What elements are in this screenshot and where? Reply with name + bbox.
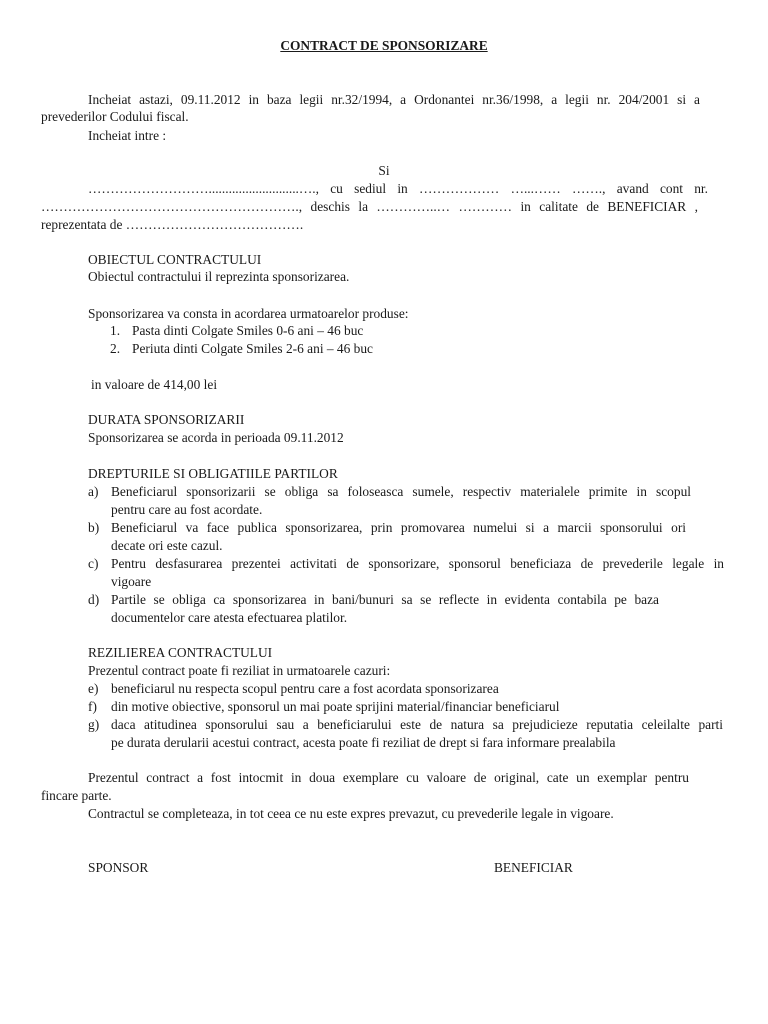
final-line-3: Contractul se completeaza, in tot ceea ce nu este expres prevazut, cu prevederile legale in vigoare.: [88, 806, 614, 821]
list-item-text: Pentru desfasurarea prezentei activitati de sponsorizare, sponsorul beneficiaza de prevederile legale in: [111, 556, 724, 571]
valoare-text: in valoare de 414,00 lei: [91, 377, 218, 392]
intro-line-1: Incheiat astazi, 09.11.2012 in baza legii nr.32/1994, a Ordonantei nr.36/1998, a legii nr. 204/2001 si a: [88, 92, 700, 107]
intro-line-2: prevederilor Codului fiscal.: [41, 109, 189, 124]
list-item-text: Beneficiarul sponsorizarii se obliga sa foloseasca sumele, respectiv materialele primite in scopul: [111, 484, 691, 499]
list-item-text: Beneficiarul va face publica sponsorizarea, prin promovarea numelui si a marcii sponsorului ori: [111, 520, 686, 535]
durata-text: Sponsorizarea se acorda in perioada 09.11.2012: [88, 430, 344, 445]
parties-si: Si: [378, 163, 390, 178]
list-marker: e): [88, 681, 99, 696]
list-item-text: vigoare: [111, 574, 152, 589]
list-marker: d): [88, 592, 100, 607]
list-marker: a): [88, 484, 99, 499]
final-line-1: Prezentul contract a fost intocmit in doua exemplare cu valoare de original, cate un exemplar pentru: [88, 770, 689, 785]
reziliere-heading: REZILIEREA CONTRACTULUI: [88, 645, 273, 660]
parties-line-2: …………………………………………………., deschis la …………..… ………… in calitate de BENEFICIAR ,: [41, 199, 698, 214]
parties-line-3: reprezentata de ………………………………….: [41, 217, 304, 232]
durata-heading: DURATA SPONSORIZARII: [88, 412, 245, 427]
list-item-text: din motive obiective, sponsorul un mai poate sprijini material/financiar beneficiarul: [111, 699, 560, 714]
final-line-2: fincare parte.: [41, 788, 112, 803]
list-item-text: documentelor care atesta efectuarea platilor.: [111, 610, 348, 625]
list-item-text: decate ori este cazul.: [111, 538, 223, 553]
list-marker: g): [88, 717, 100, 732]
list-marker: f): [88, 699, 97, 714]
list-item-text: Partile se obliga ca sponsorizarea in bani/bunuri sa se reflecte in evidenta contabila pe baza: [111, 592, 659, 607]
produse-intro: Sponsorizarea va consta in acordarea urmatoarelor produse:: [88, 306, 409, 321]
signature-sponsor: SPONSOR: [88, 860, 149, 875]
produs-number: 1.: [110, 323, 121, 338]
list-item-text: pe durata derularii acestui contract, acesta poate fi reziliat de drept si fara informare prealabila: [111, 735, 616, 750]
produs-number: 2.: [110, 341, 121, 356]
drepturi-heading: DREPTURILE SI OBLIGATIILE PARTILOR: [88, 466, 338, 481]
list-item-text: daca atitudinea sponsorului sau a beneficiarului este de natura sa prejudicieze reputatia celeilalte parti: [111, 717, 723, 732]
obiect-text: Obiectul contractului il reprezinta sponsorizarea.: [88, 269, 350, 284]
list-item-text: pentru care au fost acordate.: [111, 502, 263, 517]
signature-beneficiar: BENEFICIAR: [494, 860, 573, 875]
parties-line-1: ………………………...........................…., cu sediul in ……………… …...…… ……., avand cont nr.: [88, 181, 708, 196]
list-item-text: beneficiarul nu respecta scopul pentru care a fost acordata sponsorizarea: [111, 681, 499, 696]
document-title: CONTRACT DE SPONSORIZARE: [280, 38, 488, 53]
produs-text: Pasta dinti Colgate Smiles 0-6 ani – 46 buc: [132, 323, 364, 338]
produs-text: Periuta dinti Colgate Smiles 2-6 ani – 46 buc: [132, 341, 373, 356]
intro-line-3: Incheiat intre :: [88, 128, 167, 143]
list-marker: b): [88, 520, 100, 535]
reziliere-text: Prezentul contract poate fi reziliat in urmatoarele cazuri:: [88, 663, 391, 678]
obiect-heading: OBIECTUL CONTRACTULUI: [88, 252, 262, 267]
list-marker: c): [88, 556, 99, 571]
